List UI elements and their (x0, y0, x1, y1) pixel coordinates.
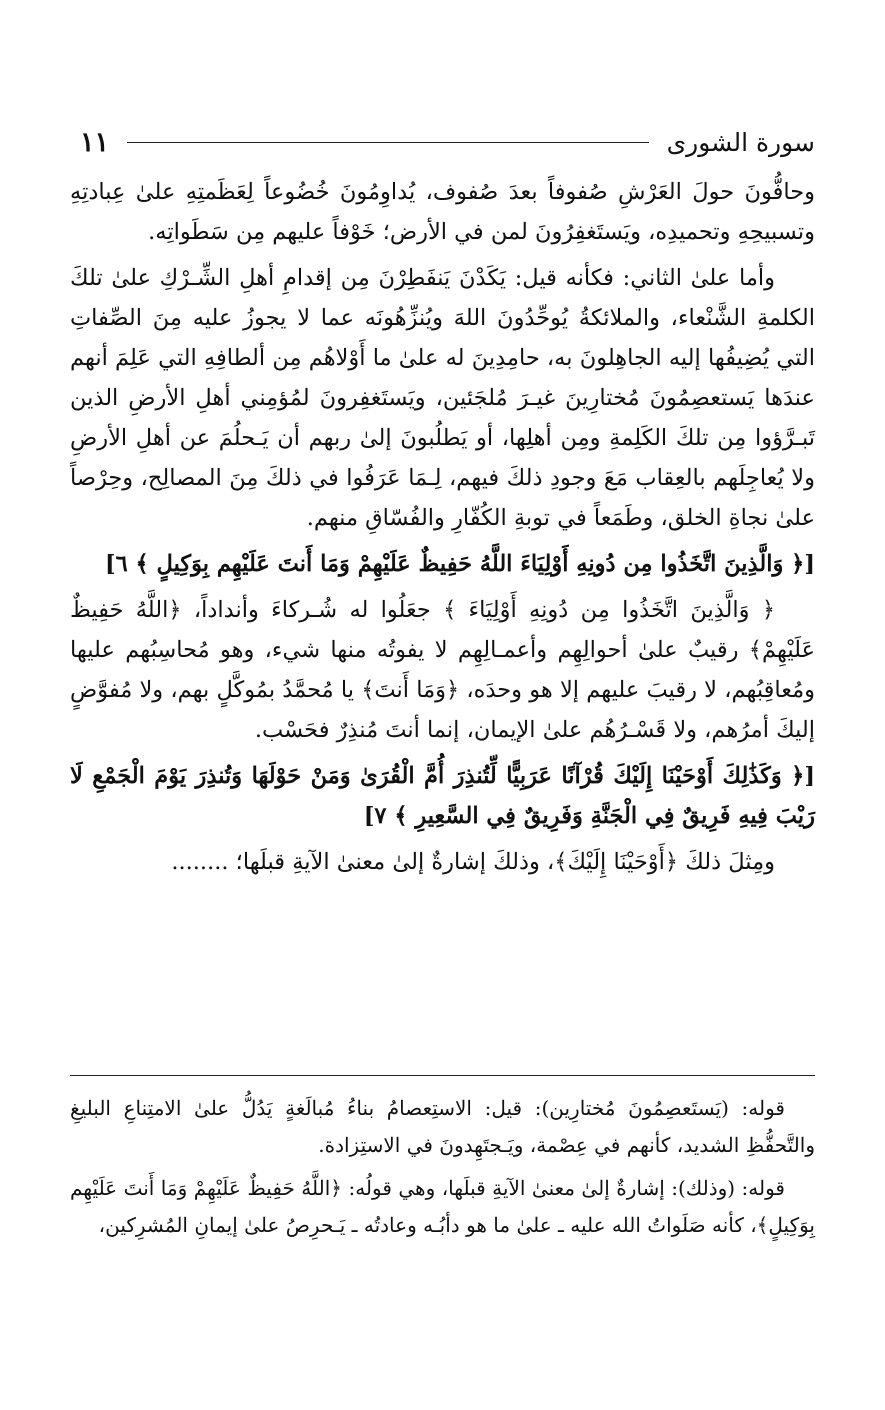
verse-6: [﴿ وَالَّذِينَ اتَّخَذُوا مِن دُونِهِ أَوْلِيَاءَ اللَّهُ حَفِيظٌ عَلَيْهِمْ وَمَا أَنتَ عَلَيْهِم بِوَكِيلٍ ﴾ ٦] (104, 551, 815, 577)
paragraph-1: وحافُّونَ حولَ العَرْشِ صُفوفاً بعدَ صُفوف، يُداوِمُونَ خُضُوعاً لِعَظَمتِهِ علىٰ عِبادتِهِ وتسبيحِهِ وتحميدِه، ويَستَغفِرُونَ لمن في الأرض؛ خَوْفاً عليهم مِن سَطَواتِه. (70, 179, 815, 245)
footnote-2: قوله: (وذلك): إشارةٌ إلىٰ معنىٰ الآيةِ قبلَها، وهي قولُه: ﴿اللَّهُ حَفِيظٌ عَلَيْهِمْ وَمَا أَنتَ عَلَيْهِم بِوَكِيلٍ﴾، كأنه صَلَواتُ الله عليه ـ علىٰ ما هو دأبُـه وعادتُه ـ يَـحرِصُ علىٰ إيمانِ المُشرِكين، (70, 1176, 815, 1237)
footnotes (70, 1090, 815, 1250)
verse-7: [﴿ وَكَذَٰلِكَ أَوْحَيْنَا إِلَيْكَ قُرْآنًا عَرَبِيًّا لِّتُنذِرَ أُمَّ الْقُرَىٰ وَمَنْ حَوْلَهَا وَتُنذِرَ يَوْمَ الْجَمْعِ لَا رَيْبَ فِيهِ فَرِيقٌ فِي الْجَنَّةِ وَفَرِيقٌ فِي السَّعِيرِ ﴾ ٧] (70, 763, 815, 829)
main-text (70, 172, 815, 888)
surah-title: سورة الشورى (666, 127, 815, 157)
paragraph-3: ﴿ وَالَّذِينَ اتَّخَذُوا مِن دُونِهِ أَوْلِيَاءَ ﴾ جعَلُوا له شُـركاءَ وأنداداً، ﴿اللَّهُ حَفِيظٌ عَلَيْهِمْ﴾ رقيبٌ علىٰ أحوالِهِم وأعمـالِهِم لا يفوتُه منها شيء، وهو مُحاسِبُهم عليها ومُعاقِبُهم، لا رقيبَ عليهم إلا هو وحدَه، ﴿وَمَا أَنتَ﴾ يا مُحمَّدُ بمُوكَّلٍ بهم، ولا مُفوَّضٍ إليكَ أمرُهم، ولا قَسْـرُهُم علىٰ الإيمان، إنما أنتَ مُنذِرٌ فحَسْب. (70, 597, 815, 743)
footnote-divider (70, 1075, 815, 1076)
header-rule (127, 142, 649, 143)
paragraph-2: وأما علىٰ الثاني: فكأنه قيل: يَكَدْنَ يَنفَطِرْنَ مِن إقدامِ أهلِ الشِّـرْكِ علىٰ تلكَ الكلمةِ الشَّنْعاء، والملائكةُ يُوحِّدُونَ اللهَ ويُنزِّهُونَه عما لا يجوزُ عليه مِنَ الصِّفاتِ التي يُضِيفُها إليه الجاهِلونَ به، حامِدِينَ له علىٰ ما أَوْلاهُم مِن ألطافِهِ التي عَلِمَ أنهم عندَها يَستعصِمُونَ مُختارِينَ غيـرَ مُلجَئين، ويَستَغفِرونَ لمُؤمِني أهلِ الأرضِ الذين تَبـرَّؤوا مِن تلكَ الكَلِمةِ ومِن أهلِها، أو يَطلُبونَ إلىٰ ربهم أن يَـحلُمَ عن أهلِ الأرضِ ولا يُعاجِلَهم بالعِقاب مَعَ وجودِ ذلكَ فيهم، لِـمَا عَرَفُوا في ذلكَ مِنَ المصالِح، وحِرْصاً علىٰ نجاةِ الخلق، وطَمَعاً في توبةِ الكُفّارِ والفُسّاقِ منهم. (70, 265, 815, 531)
footnote-1: قوله: (يَستَعصِمُونَ مُختارِين): قيل: الاستِعصامُ بناءُ مُبالَغةٍ يَدُلُّ علىٰ الامتِناعِ البليغِ والتَّحفُّظِ الشديد، كأنهم في عِصْمة، ويَـجتَهِدونَ في الاستِزادة. (70, 1096, 815, 1157)
page-number: ١١ (80, 126, 110, 158)
running-header (80, 122, 815, 162)
paragraph-4: ومِثلَ ذلكَ ﴿أَوْحَيْنَا إِلَيْكَ﴾، وذلكَ إشارةٌ إلىٰ معنىٰ الآيةِ قبلَها؛ ........ (171, 849, 775, 875)
